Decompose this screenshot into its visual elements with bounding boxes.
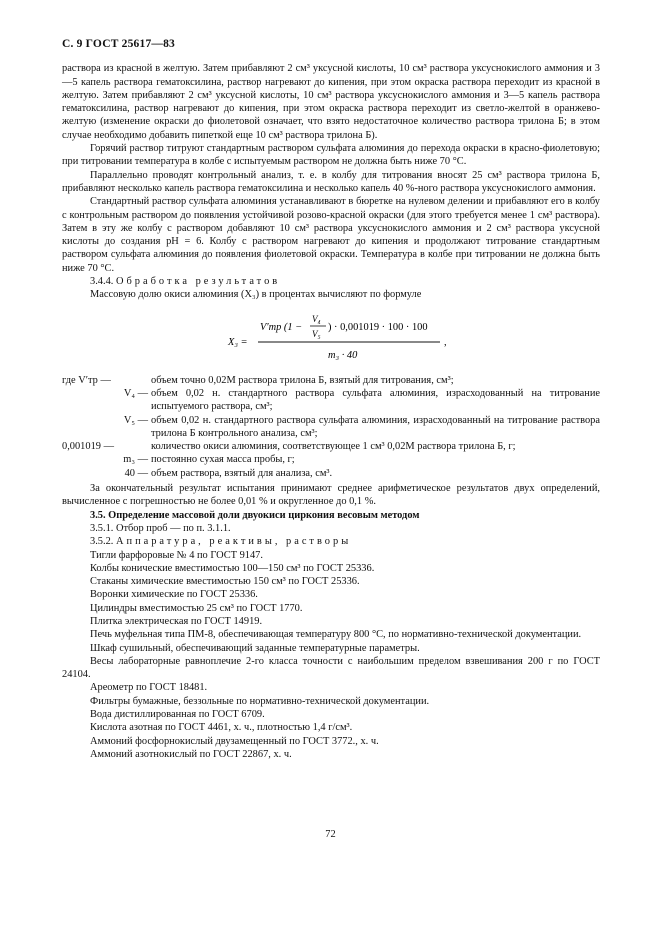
- paragraph: За окончательный результат испытания принимают среднее арифметическое результатов двух определений, вычисленное с погрешностью не более 0,01 % и округленное до 0,1 %.: [62, 483, 600, 508]
- definition-text: количество окиси алюминия, соответствующее 1 см³ 0,02М раствора трилона Б, г;: [151, 441, 516, 453]
- definition-item: [62, 467, 600, 480]
- list-item: Колбы конические вместимостью 100—150 см³ по ГОСТ 25336.: [90, 562, 375, 574]
- list-item: Печь муфельная типа ПМ-8, обеспечивающая температуру 800 °С, по нормативно-технической документации.: [90, 629, 582, 641]
- section-title: Обработка результатов: [116, 276, 281, 288]
- formula-denominator: m₃ · 40: [328, 349, 358, 361]
- list-item: Плитка электрическая по ГОСТ 14919.: [90, 615, 263, 627]
- definition-item: [62, 374, 600, 387]
- definition-item: [62, 414, 600, 441]
- list-item: Ареометр по ГОСТ 18481.: [90, 682, 208, 694]
- list-item: Фильтры бумажные, беззольные по нормативно-технической документации.: [90, 695, 430, 707]
- definition-term: V₅ —: [123, 414, 148, 426]
- list-item: Аммоний фосфорнокислый двузамещенный по ГОСТ 3772., х. ч.: [90, 735, 379, 747]
- definitions-list: [62, 374, 600, 480]
- section-title: Аппаратура, реактивы, растворы: [116, 536, 352, 548]
- formula-svg: [62, 306, 600, 370]
- formula-numerator-b: ) · 0,001019 · 100 · 100: [328, 321, 428, 333]
- list-item: Весы лабораторные равноплечие 2-го класса точности с наибольшим пределом взвешивания 200 г по ГОСТ 24104.: [62, 655, 600, 681]
- paragraph: Параллельно проводят контрольный анализ, т. е. в колбу для титрования вносят 25 см³ раствора трилона Б, прибавляют несколько капель раствора гематоксилина и несколько капель 40 %-ного раствора уксуснокислого аммония.: [62, 169, 600, 194]
- definition-text: объем раствора, взятый для анализа, см³.: [151, 467, 333, 479]
- list-item: Аммоний азотнокислый по ГОСТ 22867, х. ч.: [90, 748, 292, 760]
- paragraph: Горячий раствор титруют стандартным раствором сульфата алюминия до перехода окраски в красно-фиолетовую; при титровании температура в колбе с испытуемым раствором не должна быть ниже 70 °С.: [62, 143, 600, 168]
- equipment-list: [62, 549, 600, 762]
- section-heading: [62, 275, 600, 288]
- section-heading: [62, 535, 600, 548]
- definition-term: 0,001019 —: [62, 441, 114, 453]
- document-page: [62, 38, 600, 761]
- formula-lhs: X₃ =: [228, 336, 248, 348]
- definition-text: объем 0,02 н. стандартного раствора сульфата алюминия, израсходованный на титрование испытуемого раствора, см³;: [151, 387, 600, 413]
- list-item: Кислота азотная по ГОСТ 4461, х. ч., плотностью 1,4 г/см³.: [90, 722, 353, 734]
- formula-v5: V₅: [312, 328, 321, 339]
- section-heading: 3.5. Определение массовой доли двуокиси циркония весовым методом: [90, 509, 420, 521]
- definition-term: где V′тр —: [62, 374, 111, 386]
- section-number: 3.4.4.: [90, 276, 114, 288]
- definition-term: 40 —: [124, 467, 148, 479]
- definition-term: m₃ —: [123, 454, 148, 466]
- list-item: Воронки химические по ГОСТ 25336.: [90, 589, 258, 601]
- paragraph: 3.5.1. Отбор проб — по п. 3.1.1.: [90, 522, 231, 534]
- list-item: Стаканы химические вместимостью 150 см³ по ГОСТ 25336.: [90, 576, 360, 588]
- page-number: 72: [325, 829, 336, 840]
- list-item: Вода дистиллированная по ГОСТ 6709.: [90, 709, 265, 721]
- definition-text: объем точно 0,02М раствора трилона Б, взятый для титрования, см³;: [151, 374, 454, 386]
- formula: [62, 306, 600, 370]
- definition-term: V₄ —: [123, 387, 148, 399]
- definition-text: постоянно сухая масса пробы, г;: [151, 454, 295, 466]
- list-item: Цилиндры вместимостью 25 см³ по ГОСТ 1770.: [90, 602, 303, 614]
- section-number: 3.5.2.: [90, 536, 114, 548]
- paragraph: Стандартный раствор сульфата алюминия устанавливают в бюретке на нулевом делении и прибавляют его в колбу с контрольным раствором до появления устойчивой розово-красной окраски (для этого требуется менее 1 см³ раствора). Затем в эту же колбу с раствором добавляют 10 см³ раствора уксуснокислого аммония и 2 см³ раствора уксусной кислоты до создания рН = 6. Колбу с раствором нагревают до кипения и продолжают титрование стандартным раствором сульфата алюминия до появления фиолетовой окраски. Температура в колбе при титровании не должна быть ниже 70 °С.: [62, 196, 600, 274]
- formula-v4: V₄: [312, 313, 321, 324]
- definition-text: объем 0,02 н. стандартного раствора сульфата алюминия, израсходованный на титрование раствора трилона Б контрольного анализа, см³;: [151, 414, 600, 439]
- list-item: Тигли фарфоровые № 4 по ГОСТ 9147.: [90, 549, 263, 561]
- formula-tail: ,: [444, 336, 447, 348]
- formula-numerator-a: V′тр (1 −: [260, 321, 303, 333]
- definition-item: [62, 453, 600, 466]
- definition-item: [62, 387, 600, 414]
- paragraph: раствора из красной в желтую. Затем прибавляют 2 см³ уксусной кислоты, 10 см³ раствора уксуснокислого аммония и 3—5 капель раствора гематоксилина, раствор нагревают до кипения, при этом окраска раствора переходит из красной в желтую. Затем прибавляют 2 см³ уксусной кислоты, 10 см³ раствора уксуснокислого аммония и 3—5 капель раствора гематоксилина, раствор нагревают до кипения, при этом окраска раствора переходит из светло-желтой в оранжево-желтую (изменение окраски до фиолетовой означает, что взято недостаточное количество раствора трилона Б; в этом случае необходимо добавить пипеткой еще 10 см³ раствора трилона Б).: [62, 63, 600, 141]
- list-item: Шкаф сушильный, обеспечивающий заданные температурные параметры.: [90, 642, 420, 654]
- paragraph: Массовую долю окиси алюминия (X₃) в процентах вычисляют по формуле: [90, 289, 422, 301]
- definition-item: [62, 440, 600, 453]
- page-header: С. 9 ГОСТ 25617—83: [62, 38, 175, 50]
